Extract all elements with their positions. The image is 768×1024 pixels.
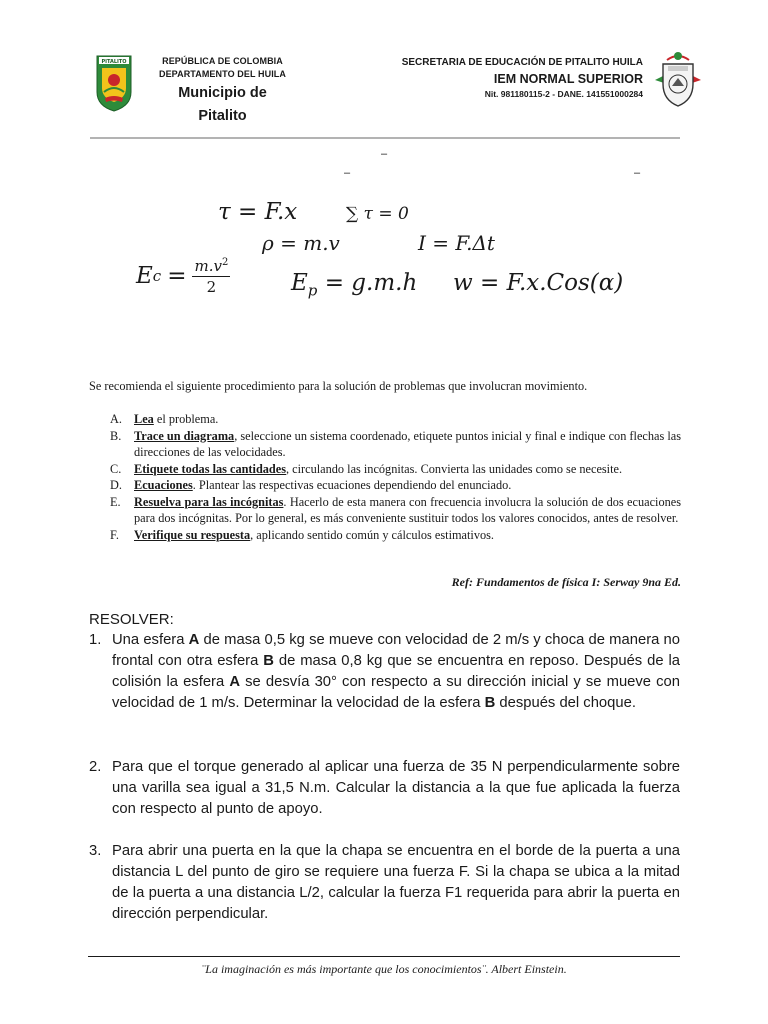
problem-text: Para abrir una puerta en la que la chapa se encuentra en el borde de la puerta a una distancia L del punto de giro se requiere una fuerza F. Si la chapa se ubica a la mitad de la puerta a una distancia L/2, calcular la fuerza F1 requerida para abrir la puerta en dirección perpendicular. (112, 843, 680, 922)
procedure-steps (110, 411, 681, 543)
header-divider (90, 137, 680, 139)
ek-exponent: 2 (221, 257, 229, 268)
school-name: IEM NORMAL SUPERIOR (493, 72, 643, 86)
footer-quote: ¨La imaginación es más importante que los conocimientos¨. Albert Einstein. (201, 962, 567, 976)
problem-number: 3. (89, 843, 102, 859)
step-text: , aplicando sentido común y cálculos estimativos. (250, 527, 494, 542)
step-text: . Plantear las respectivas ecuaciones dependiendo del enunciado. (192, 478, 512, 492)
step-letter: A. (110, 412, 122, 426)
procedure-intro: Se recomienda el siguiente procedimiento para la solución de problemas que involucran movimiento. (89, 379, 588, 393)
potential-energy-formula (291, 272, 417, 299)
impulse-formula: I = F.Δt (418, 231, 495, 255)
dash-mark: – (381, 148, 388, 160)
step-keyword: Resuelva para las incógnitas (134, 494, 284, 509)
municipality-line1: Municipio de (178, 85, 267, 101)
ek-denominator: 2 (206, 278, 217, 296)
step-keyword: Ecuaciones (134, 478, 193, 492)
step-letter: C. (110, 461, 122, 476)
work-formula: w = F.x.Cos(α) (453, 270, 624, 296)
list-item (110, 527, 681, 544)
list-item (110, 494, 681, 527)
step-letter: E. (110, 494, 121, 509)
step-letter: B. (110, 428, 122, 443)
torque-formula: τ = F.x (218, 199, 298, 225)
ep-symbol: E (291, 270, 308, 296)
footer-divider (88, 956, 680, 957)
step-text: , seleccione un sistema coordenado, etiquete puntos inicial y final e indique con flechas las direcciones de las velocidades. (134, 428, 681, 459)
right-header (360, 56, 643, 101)
list-item (110, 461, 681, 478)
step-keyword: Trace un diagrama (134, 428, 235, 443)
problem-3 (89, 841, 680, 925)
problem-text: Para que el torque generado al aplicar una fuerza de 35 N perpendicularmente sobre una varilla sea igual a 31,5 N.m. Calcular la distancia a la que fue aplicada la fuerza con respecto al punto de apoyo. (112, 759, 680, 817)
municipality-line2: Pitalito (198, 108, 247, 124)
problem-number: 2. (89, 759, 102, 775)
secretaria-label: SECRETARIA DE EDUCACIÓN DE PITALITO HUILA (401, 57, 643, 68)
list-item (110, 477, 681, 494)
problem-1 (89, 630, 680, 714)
ep-rhs: = g.m.h (317, 270, 418, 296)
step-keyword: Verifique su respuesta (134, 527, 251, 542)
ek-subscript: c (152, 267, 162, 285)
dash-mark: – (344, 167, 351, 179)
problem-text: Una esfera A de masa 0,5 kg se mueve con velocidad de 2 m/s y choca de manera no frontal con otra esfera B de masa 0,8 kg que se encuentra en reposo. Después de la colisión la esfera A se desvía 30° con respecto a su dirección inicial y se mueve con velocidad de 1 m/s. Determinar la velocidad de la esfera B después del choque. (112, 632, 681, 711)
department-label: DEPARTAMENTO DEL HUILA (158, 69, 287, 79)
reference-note: Ref: Fundamentos de física I: Serway 9na Ed. (451, 575, 681, 589)
list-item (110, 411, 681, 428)
dash-mark: – (634, 167, 641, 179)
step-letter: D. (110, 478, 122, 492)
problem-number: 1. (89, 632, 102, 648)
ek-symbol: E (136, 263, 153, 289)
momentum-formula: ρ = m.v (262, 231, 340, 255)
left-header (150, 55, 295, 127)
step-text: . Hacerlo de esta manera con frecuencia involucra la solución de dos ecuaciones para dos incógnitas. Por lo general, es más conveniente sustituir todos los valores conocidos, antes de resolver. (134, 494, 681, 525)
ek-numerator: m.v (194, 257, 222, 275)
problem-2 (89, 757, 680, 820)
crest-label: PITALITO (101, 59, 127, 65)
resolver-heading: RESOLVER: (89, 611, 174, 628)
ek-fraction (192, 258, 230, 295)
republic-label: REPÚBLICA DE COLOMBIA (162, 56, 283, 66)
step-keyword: Etiquete todas las cantidades (134, 461, 287, 476)
step-letter: F. (110, 527, 119, 542)
step-keyword: Lea (134, 412, 154, 426)
step-text: , circulando las incógnitas. Convierta las unidades como se necesite. (286, 461, 623, 476)
kinetic-energy-formula: E c = $\frac{m.v^2}{2}$ (136, 257, 229, 296)
ep-subscript: p (307, 281, 318, 300)
pitalito-crest-icon (95, 54, 133, 112)
nit-dane-label: Nit. 981180115-2 - DANE. 141551000284 (484, 89, 643, 99)
school-emblem-icon (655, 50, 701, 108)
torque-equilibrium-formula: ∑ τ = 0 (346, 204, 409, 224)
step-text: el problema. (153, 412, 219, 426)
list-item (110, 428, 681, 461)
